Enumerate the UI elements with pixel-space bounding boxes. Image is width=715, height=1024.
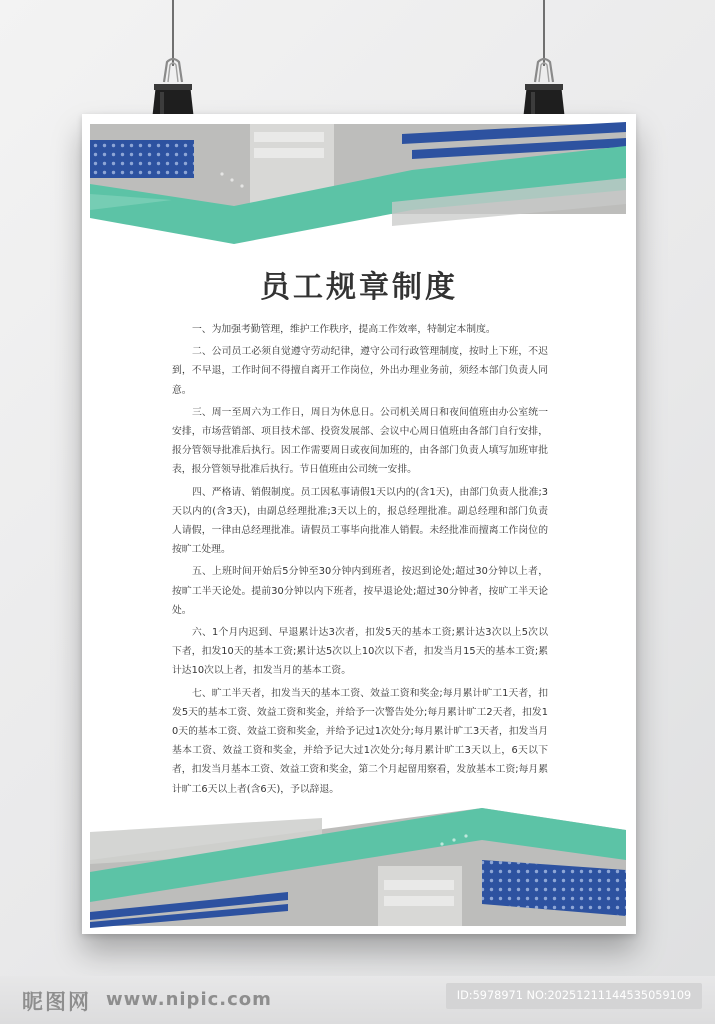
poster-sheet — [82, 114, 636, 934]
poster-title: 员工规章制度 — [260, 270, 458, 305]
top-decoration-banner — [82, 114, 636, 254]
bottom-decoration-banner — [82, 804, 636, 934]
regulation-paragraph-3: 三、周一至周六为工作日，周日为休息日。公司机关周日和夜间值班由办公室统一安排，市场营销部、项目技术部、投资发展部、会议中心周日值班由各部门自行安排，报分管领导批准后执行。因工作需要周日或夜间加班的，由各部门负责人填写加班审批表，报分管领导批准后执行。节日值班由公司统一安排。 — [172, 406, 548, 476]
watermark-id-badge: ID:5978971 NO:20251211144535059109 — [446, 983, 702, 1009]
regulation-paragraph-7: 七、旷工半天者，扣发当天的基本工资、效益工资和奖金;每月累计旷工1天者，扣发5天的基本工资、效益工资和奖金，并给予一次警告处分;每月累计旷工2天者，扣发10天的基本工资、效益工资和奖金，并给予记过1次处分;每月累计旷工3天者，扣发当月基本工资、效益工资和奖金，并给予记大过1次处分;每月累计旷工3天以上，6天以下者，扣发当月基本工资、效益工资和奖金，第二个月起留用察看，发放基本工资;每月累计旷工6天以上者(含6天)，予以辞退。 — [172, 687, 548, 795]
regulation-paragraph-2: 二、公司员工必须自觉遵守劳动纪律，遵守公司行政管理制度，按时上下班，不迟到，不早退，工作时间不得擅自离开工作岗位，外出办理业务前，须经本部门负责人同意。 — [172, 346, 548, 396]
regulation-paragraph-6: 六、1个月内迟到、早退累计达3次者，扣发5天的基本工资;累计达3次以上5次以下者，扣发10天的基本工资;累计达5次以上10次以下者，扣发当月15天的基本工资;累计达10次以上者，扣发当月的基本工资。 — [172, 627, 548, 677]
regulation-paragraph-5: 五、上班时间开始后5分钟至30分钟内到班者，按迟到论处;超过30分钟以上者，按旷工半天论处。提前30分钟以内下班者，按早退论处;超过30分钟者，按旷工半天论处。 — [172, 566, 548, 616]
binder-clip-right-icon — [521, 56, 567, 122]
binder-clip-left-icon — [150, 56, 196, 122]
regulation-paragraph-4: 四、严格请、销假制度。员工因私事请假1天以内的(含1天)，由部门负责人批准;3天以内的(含3天)，由副总经理批准;3天以上的，报总经理批准。副总经理和部门负责人请假，一律由总经理批准。请假员工事毕向批准人销假。未经批准而擅离工作岗位的按旷工处理。 — [172, 486, 548, 556]
regulation-paragraph-1: 一、为加强考勤管理，维护工作秩序，提高工作效率，特制定本制度。 — [192, 324, 496, 335]
watermark-logo: 昵图网 — [22, 989, 91, 1014]
watermark-url: www.nipic.com — [106, 989, 272, 1010]
regulation-body — [172, 320, 548, 802]
